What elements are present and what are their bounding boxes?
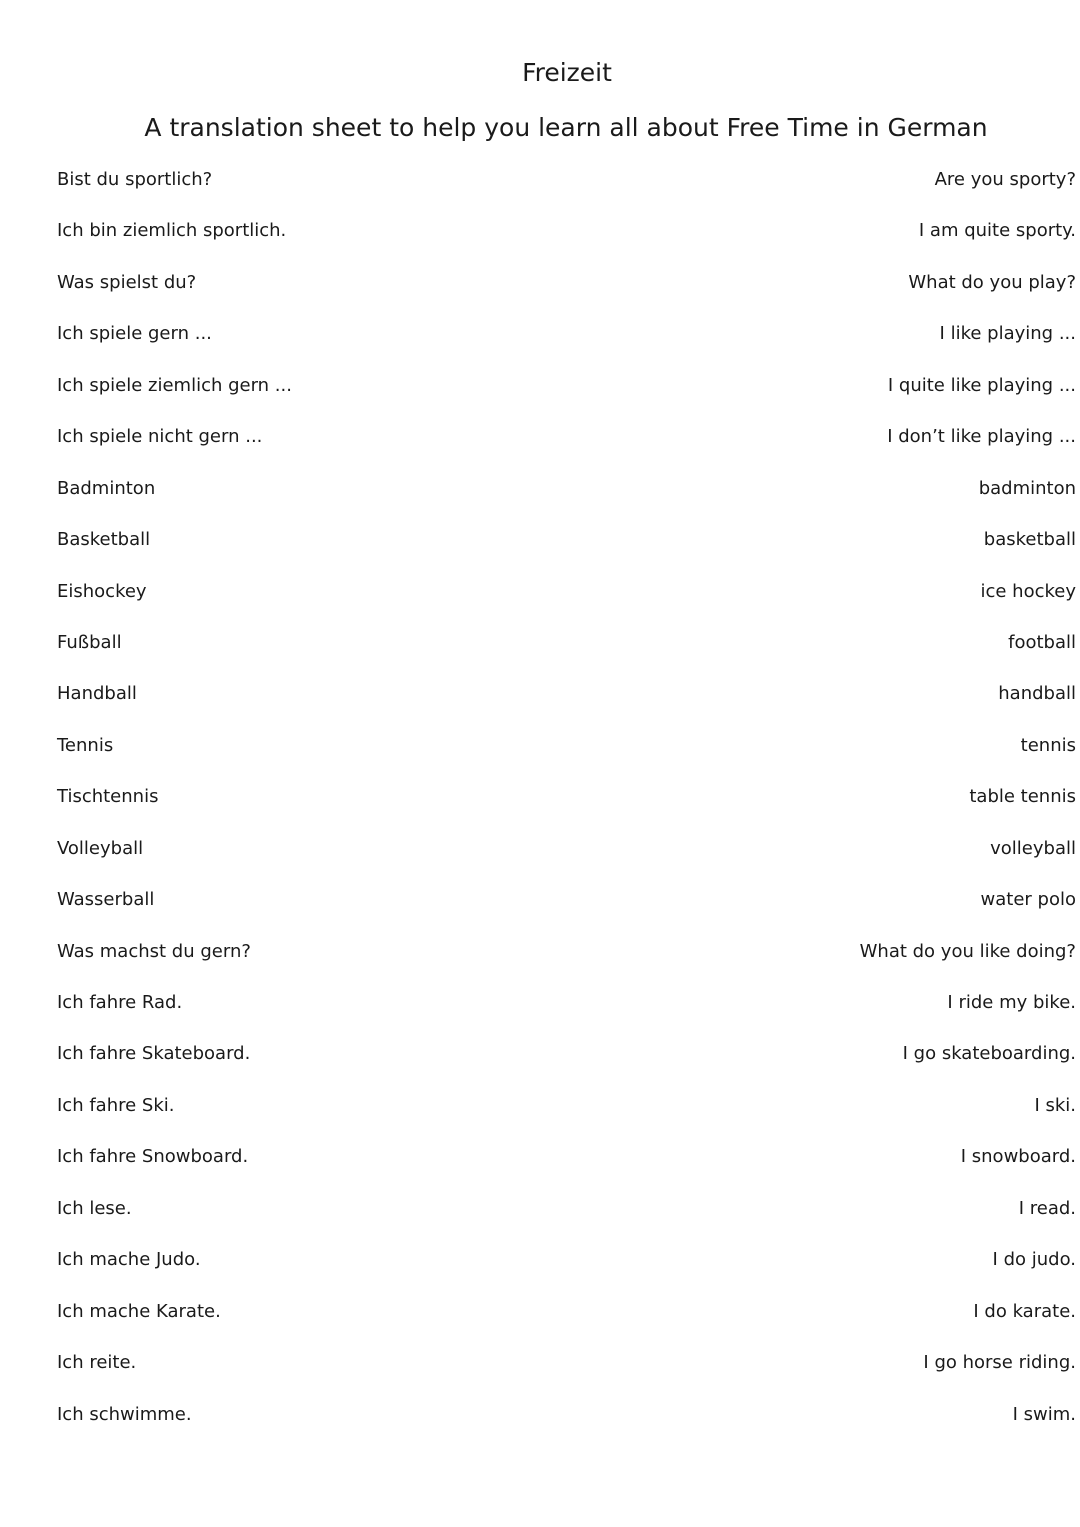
translation-row (57, 526, 1076, 577)
german-phrase: Ich lese. (57, 1197, 132, 1219)
translation-row (57, 372, 1076, 423)
translation-row (57, 1143, 1076, 1194)
translation-row (57, 1349, 1076, 1400)
german-phrase: Fußball (57, 631, 122, 653)
english-phrase: water polo (980, 889, 1076, 911)
german-phrase: Ich fahre Ski. (57, 1094, 175, 1116)
translation-row (57, 1401, 1076, 1452)
translation-row (57, 1298, 1076, 1349)
german-phrase: Eishockey (57, 580, 147, 602)
english-phrase: table tennis (969, 786, 1076, 808)
translation-row (57, 680, 1076, 731)
translation-row (57, 1195, 1076, 1246)
english-phrase: I like playing ... (939, 323, 1076, 345)
english-phrase: football (1008, 631, 1076, 653)
german-phrase: Basketball (57, 529, 151, 551)
translation-row (57, 269, 1076, 320)
translation-row (57, 886, 1076, 937)
english-phrase: I quite like playing ... (887, 374, 1076, 396)
german-phrase: Ich fahre Snowboard. (57, 1146, 249, 1168)
translation-row (57, 629, 1076, 680)
translation-row (57, 475, 1076, 526)
translation-row (57, 1040, 1076, 1091)
translation-row (57, 320, 1076, 371)
english-phrase: I do karate. (973, 1300, 1076, 1322)
german-phrase: Was machst du gern? (57, 940, 251, 962)
german-phrase: Was spielst du? (57, 271, 197, 293)
english-phrase: basketball (983, 529, 1076, 551)
german-phrase: Tennis (57, 734, 114, 756)
english-phrase: I go skateboarding. (902, 1043, 1076, 1065)
german-phrase: Ich fahre Skateboard. (57, 1043, 251, 1065)
english-phrase: ice hockey (980, 580, 1076, 602)
translation-row (57, 423, 1076, 474)
english-phrase: I ride my bike. (947, 992, 1076, 1013)
german-phrase: Bist du sportlich? (57, 169, 213, 190)
german-phrase: Ich spiele ziemlich gern ... (57, 374, 292, 396)
page-subtitle: A translation sheet to help you learn all about Free Time in German (144, 113, 988, 142)
translation-row (57, 989, 1076, 1040)
german-phrase: Ich fahre Rad. (57, 992, 183, 1013)
english-phrase: tennis (1020, 734, 1076, 756)
german-phrase: Wasserball (57, 889, 155, 911)
german-phrase: Tischtennis (57, 786, 159, 808)
translation-list (57, 166, 1076, 1452)
translation-row (57, 938, 1076, 989)
german-phrase: Ich spiele nicht gern ... (57, 426, 263, 448)
translation-row (57, 217, 1076, 268)
english-phrase: handball (998, 683, 1076, 705)
german-phrase: Ich schwimme. (57, 1403, 192, 1425)
english-phrase: I swim. (1012, 1403, 1076, 1425)
english-phrase: I do judo. (992, 1249, 1076, 1271)
translation-row (57, 166, 1076, 217)
translation-row (57, 835, 1076, 886)
german-phrase: Ich bin ziemlich sportlich. (57, 220, 287, 242)
german-phrase: Badminton (57, 477, 156, 499)
english-phrase: volleyball (990, 837, 1076, 859)
english-phrase: I don’t like playing ... (887, 426, 1076, 448)
english-phrase: I read. (1018, 1197, 1076, 1219)
german-phrase: Ich mache Karate. (57, 1300, 221, 1322)
german-phrase: Handball (57, 683, 137, 705)
translation-row (57, 578, 1076, 629)
translation-row (57, 783, 1076, 834)
german-phrase: Volleyball (57, 837, 144, 859)
german-phrase: Ich mache Judo. (57, 1249, 201, 1271)
english-phrase: Are you sporty? (934, 169, 1076, 190)
translation-row (57, 1246, 1076, 1297)
english-phrase: I ski. (1034, 1094, 1076, 1116)
translation-row (57, 732, 1076, 783)
english-phrase: I am quite sporty. (918, 220, 1076, 242)
german-phrase: Ich reite. (57, 1352, 137, 1374)
english-phrase: I snowboard. (960, 1146, 1076, 1168)
page-title: Freizeit (522, 58, 612, 87)
german-phrase: Ich spiele gern ... (57, 323, 212, 345)
english-phrase: I go horse riding. (923, 1352, 1076, 1374)
english-phrase: What do you play? (908, 271, 1076, 293)
english-phrase: What do you like doing? (859, 940, 1076, 962)
english-phrase: badminton (978, 477, 1076, 499)
translation-row (57, 1092, 1076, 1143)
